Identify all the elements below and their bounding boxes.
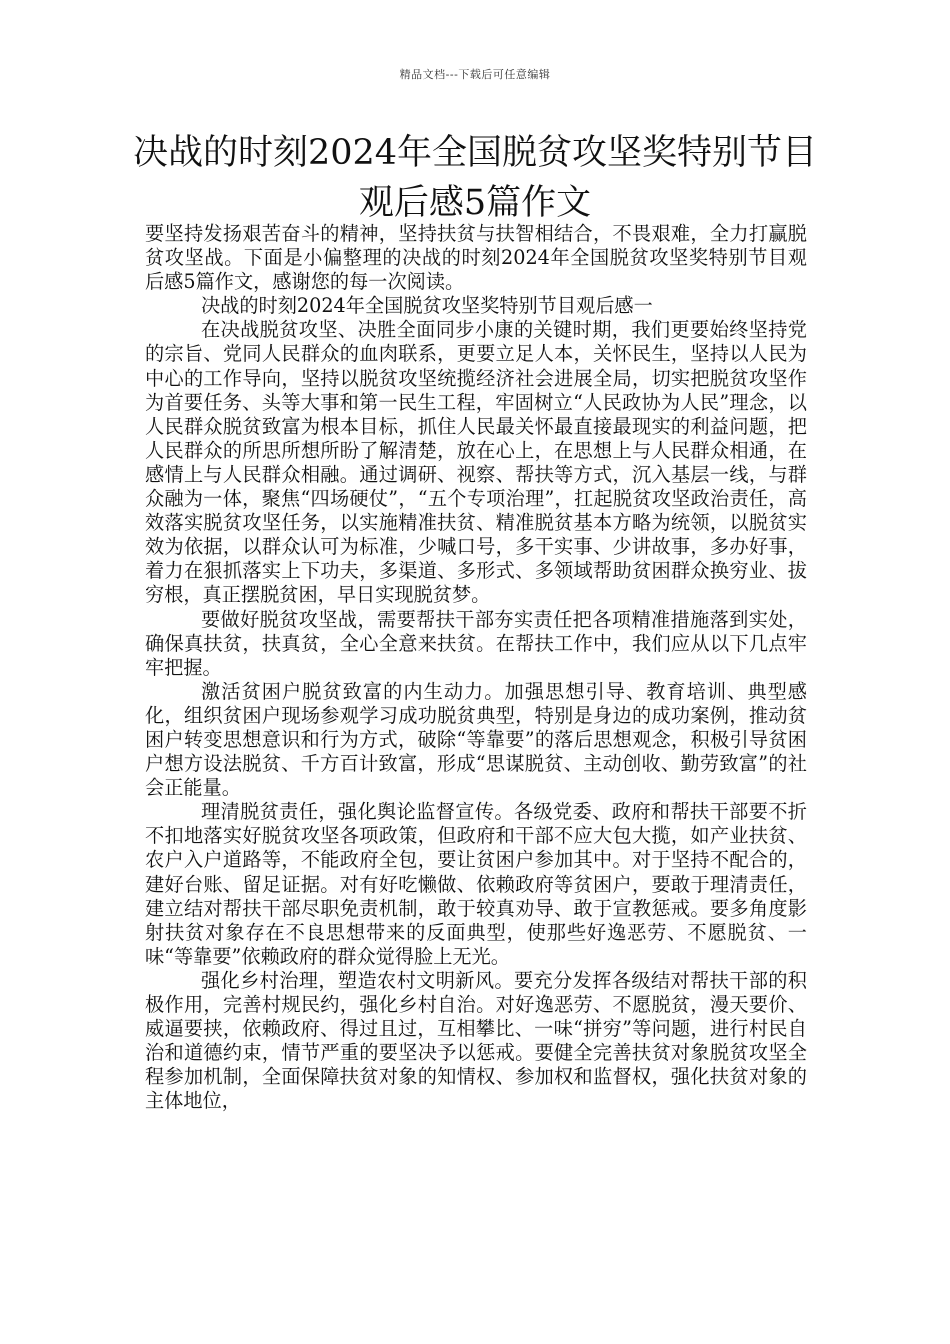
document-body [145, 222, 807, 1113]
body-paragraph: 要做好脱贫攻坚战，需要帮扶干部夯实责任把各项精准措施落到实处，确保真扶贫，扶真贫，全心全意来扶贫。在帮扶工作中，我们应从以下几点牢牢把握。 [145, 607, 807, 679]
body-paragraph: 强化乡村治理，塑造农村文明新风。要充分发挥各级结对帮扶干部的积极作用，完善村规民约，强化乡村自治。对好逸恶劳、不愿脱贫，漫天要价、威逼要挟，依赖政府、得过且过，互相攀比、一味“拼穷”等问题，进行村民自治和道德约束，情节严重的要坚决予以惩戒。要健全完善扶贫对象脱贫攻坚全程参加机制，全面保障扶贫对象的知情权、参加权和监督权，强化扶贫对象的主体地位， [145, 968, 807, 1113]
body-paragraph: 激活贫困户脱贫致富的内生动力。加强思想引导、教育培训、典型感化，组织贫困户现场参观学习成功脱贫典型，特别是身边的成功案例，推动贫困户转变思想意识和行为方式，破除“等靠要”的落后思想观念，积极引导贫困户想方设法脱贫、千方百计致富，形成“思谋脱贫、主动创收、勤劳致富”的社会正能量。 [145, 679, 807, 800]
document-title: 决战的时刻2024年全国脱贫攻坚奖特别节目观后感5篇作文 [132, 133, 818, 223]
body-paragraph: 在决战脱贫攻坚、决胜全面同步小康的关键时期，我们更要始终坚持党的宗旨、党同人民群众的血肉联系，更要立足人本，关怀民生，坚持以人民为中心的工作导向，坚持以脱贫攻坚统揽经济社会进展全局，切实把脱贫攻坚作为首要任务、头等大事和第一民生工程，牢固树立“人民政协为人民”理念，以人民群众脱贫致富为根本目标，抓住人民最关怀最直接最现实的利益问题，把人民群众的所思所想所盼了解清楚，放在心上，在思想上与人民群众相通，在感情上与人民群众相融。通过调研、视察、帮扶等方式，沉入基层一线，与群众融为一体，聚焦“四场硬仗”，“五个专项治理”，扛起脱贫攻坚政治责任，高效落实脱贫攻坚任务，以实施精准扶贫、精准脱贫基本方略为统领，以脱贫实效为依据，以群众认可为标准，少喊口号，多干实事、少讲故事，多办好事，着力在狠抓落实上下功夫，多渠道、多形式、多领域帮助贫困群众换穷业、拔穷根，真正摆脱贫困，早日实现脱贫梦。 [145, 318, 807, 607]
section-heading: 决战的时刻2024年全国脱贫攻坚奖特别节目观后感一 [201, 294, 653, 318]
body-paragraph: 理清脱贫责任，强化舆论监督宣传。各级党委、政府和帮扶干部要不折不扣地落实好脱贫攻坚各项政策，但政府和干部不应大包大揽，如产业扶贫、农户入户道路等，不能政府全包，要让贫困户参加其中。对于坚持不配合的，建好台账、留足证据。对有好吃懒做、依赖政府等贫困户，要敢于理清责任，建立结对帮扶干部尽职免责机制，敢于较真劝导、敢于宣教惩戒。要多角度影射扶贫对象存在不良思想带来的反面典型，使那些好逸恶劳、不愿脱贫、一味“等靠要”依赖政府的群众觉得脸上无光。 [145, 800, 807, 968]
header-note: 精品文档---下载后可任意编辑 [399, 68, 551, 81]
intro-paragraph: 要坚持发扬艰苦奋斗的精神，坚持扶贫与扶智相结合，不畏艰难，全力打赢脱贫攻坚战。下面是小偏整理的决战的时刻2024年全国脱贫攻坚奖特别节目观后感5篇作文，感谢您的每一次阅读。 [145, 222, 807, 294]
